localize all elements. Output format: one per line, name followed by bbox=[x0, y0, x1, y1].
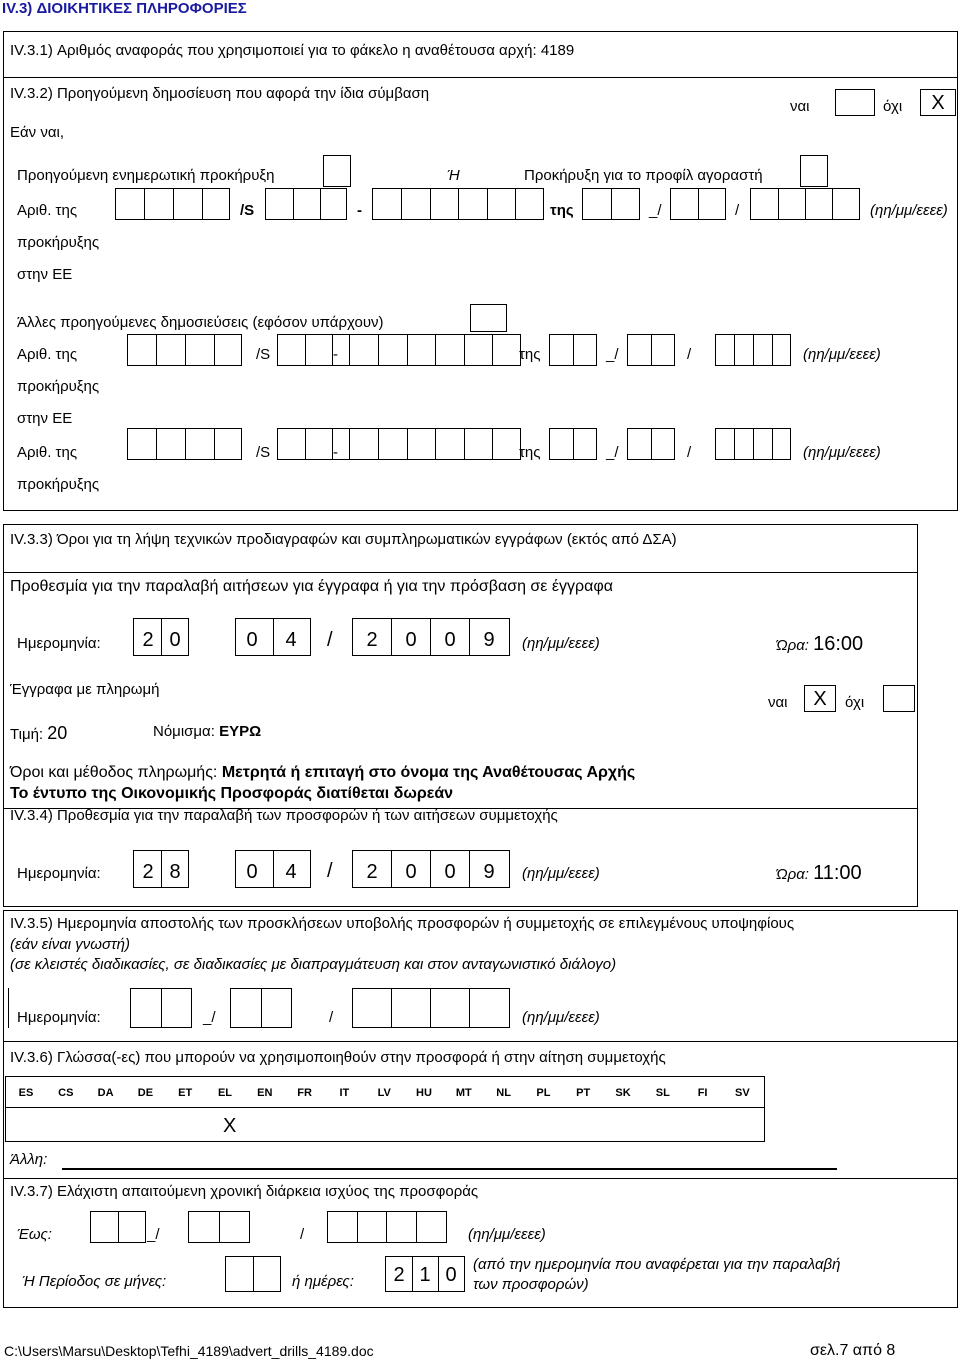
paid-no-label: όχι bbox=[845, 694, 865, 711]
language-option-cs[interactable]: CS bbox=[58, 1087, 74, 1099]
days-label: ή ημέρες: bbox=[292, 1273, 354, 1290]
iv31-value: 4189 bbox=[540, 42, 575, 59]
year-field[interactable] bbox=[715, 334, 791, 366]
notice-s-field[interactable] bbox=[265, 188, 347, 220]
digit: 0 bbox=[444, 861, 456, 883]
currency-value: ΕΥΡΩ bbox=[219, 723, 262, 740]
payment-label: Όροι και μέθοδος πληρωμής: bbox=[10, 764, 218, 781]
date-slash: / bbox=[327, 860, 333, 882]
slash-s: /S bbox=[256, 346, 271, 363]
language-option-et[interactable]: ET bbox=[178, 1087, 193, 1099]
month-field[interactable] bbox=[627, 334, 675, 366]
iv31-label: IV.3.1) Αριθμός αναφοράς που χρησιμοποιεί για το φάκελο η αναθέτουσα αρχή: bbox=[10, 42, 537, 59]
notice-number-field[interactable] bbox=[127, 428, 242, 460]
date-format: (ηη/μμ/εεεε) bbox=[522, 1009, 600, 1026]
iv37-label: IV.3.7) Ελάχιστη απαιτούμενη χρονική διάρκεια ισχύος της προσφοράς bbox=[10, 1183, 479, 1200]
day-field[interactable] bbox=[582, 188, 640, 220]
divider bbox=[3, 77, 958, 78]
currency-label: Νόμισμα: bbox=[153, 723, 215, 740]
notice-seq-field[interactable] bbox=[372, 188, 544, 220]
notice-label: προκήρυξης bbox=[17, 476, 100, 493]
digit: 0 bbox=[405, 861, 417, 883]
language-option-it[interactable]: IT bbox=[339, 1087, 350, 1099]
divider bbox=[8, 988, 9, 1028]
other-language-line[interactable] bbox=[62, 1168, 837, 1170]
divider bbox=[3, 1178, 958, 1179]
date-format: (ηη/μμ/εεεε) bbox=[803, 444, 881, 461]
of-label: της bbox=[519, 346, 541, 363]
paid-no-checkbox[interactable] bbox=[883, 685, 915, 712]
digit: 2 bbox=[142, 629, 154, 651]
iv32-yes-checkbox[interactable] bbox=[835, 89, 875, 116]
notice-s-field[interactable] bbox=[277, 428, 359, 460]
month-field[interactable] bbox=[670, 188, 726, 220]
iv35-label: IV.3.5) Ημερομηνία αποστολής των προσκλήσεων υποβολής προσφορών ή συμμετοχής σε επιλεγμένους υποψηφίους bbox=[10, 915, 795, 932]
date-format: (ηη/μμ/εεεε) bbox=[468, 1226, 546, 1243]
language-option-pt[interactable]: PT bbox=[576, 1087, 591, 1099]
digit: 0 bbox=[405, 629, 417, 651]
iv32-label: IV.3.2) Προηγούμενη δημοσίευση που αφορά την ίδια σύμβαση bbox=[10, 85, 430, 102]
date-slash: / bbox=[327, 629, 333, 651]
slash-s: /S bbox=[240, 202, 255, 219]
month-field[interactable] bbox=[627, 428, 675, 460]
of-label: της bbox=[519, 444, 541, 461]
date-format: (ηη/μμ/εεεε) bbox=[522, 635, 600, 652]
digit: 2 bbox=[393, 1264, 405, 1286]
iv36-label: IV.3.6) Γλώσσα(-ες) που μπορούν να χρησιμοποιηθούν στην προσφορά ή στην αίτηση συμμετοχής bbox=[10, 1049, 666, 1066]
digit: 0 bbox=[246, 629, 258, 651]
period-note-1: (από την ημερομηνία που αναφέρεται για την παραλαβή bbox=[473, 1256, 841, 1273]
date-sep: / bbox=[329, 1009, 334, 1026]
divider bbox=[3, 572, 918, 573]
digit: 2 bbox=[366, 629, 378, 651]
date-sep: _/ bbox=[606, 444, 619, 461]
digit: 8 bbox=[169, 861, 181, 883]
language-option-hu[interactable]: HU bbox=[416, 1087, 432, 1099]
date-sep: _/ bbox=[203, 1009, 216, 1026]
date-sep: / bbox=[687, 444, 692, 461]
language-option-el[interactable]: EL bbox=[217, 1087, 233, 1099]
iv33-deadline: Προθεσμία για την παραλαβή αιτήσεων για έγγραφα ή για την πρόσβαση σε έγγραφα bbox=[10, 578, 613, 595]
language-option-sv[interactable]: SV bbox=[735, 1087, 750, 1099]
iv37-day-field[interactable] bbox=[90, 1211, 146, 1243]
date-format: (ηη/μμ/εεεε) bbox=[803, 346, 881, 363]
buyer-profile-checkbox[interactable] bbox=[800, 155, 828, 187]
payment-value-2: Το έντυπο της Οικονομικής Προσφοράς διατίθεται δωρεάν bbox=[10, 785, 454, 802]
footer-page: σελ.7 από 8 bbox=[810, 1342, 896, 1359]
language-option-en[interactable]: EN bbox=[257, 1087, 273, 1099]
days-field[interactable] bbox=[385, 1256, 465, 1292]
digit: 0 bbox=[444, 629, 456, 651]
notice-label: προκήρυξης bbox=[17, 234, 100, 251]
notice-seq-field[interactable] bbox=[349, 428, 521, 460]
iv33-day-field[interactable] bbox=[133, 618, 189, 656]
notice-num-label: Αριθ. της bbox=[17, 346, 78, 363]
notice-num-label: Αριθ. της bbox=[17, 202, 78, 219]
until-label: Έως: bbox=[17, 1226, 52, 1243]
dash: - bbox=[333, 444, 338, 461]
iv31-row bbox=[10, 42, 574, 59]
notice-seq-field[interactable] bbox=[349, 334, 521, 366]
digit: 2 bbox=[366, 861, 378, 883]
digit: 0 bbox=[169, 629, 181, 651]
iv37-year-field[interactable] bbox=[327, 1211, 447, 1243]
year-field[interactable] bbox=[715, 428, 791, 460]
digit: 4 bbox=[285, 629, 297, 651]
date-sep: / bbox=[735, 202, 740, 219]
iv34-year-field[interactable] bbox=[352, 850, 510, 888]
time-label: Ώρα: bbox=[776, 866, 809, 883]
notice-number-field[interactable] bbox=[115, 188, 230, 220]
iv37-month-field[interactable] bbox=[188, 1211, 250, 1243]
language-option-de[interactable]: DE bbox=[137, 1087, 154, 1099]
year-field[interactable] bbox=[750, 188, 860, 220]
digit: 1 bbox=[419, 1264, 431, 1286]
date-sep: / bbox=[300, 1226, 305, 1243]
digit: 0 bbox=[246, 861, 258, 883]
iv34-date-label: Ημερομηνία: bbox=[17, 865, 101, 882]
iv35-date-label: Ημερομηνία: bbox=[17, 1009, 101, 1026]
in-eu-label: στην ΕΕ bbox=[17, 266, 73, 283]
digit: 2 bbox=[142, 861, 154, 883]
digit: 9 bbox=[483, 629, 495, 651]
iv33-date-label: Ημερομηνία: bbox=[17, 635, 101, 652]
language-selected-mark: X bbox=[223, 1115, 237, 1137]
date-sep: / bbox=[687, 346, 692, 363]
currency-row bbox=[153, 723, 261, 740]
footer-path: C:\Users\Marsu\Desktop\Tefhi_4189\advert_drills_4189.doc bbox=[4, 1343, 374, 1359]
prior-info-checkbox[interactable] bbox=[323, 155, 351, 187]
digit: 9 bbox=[483, 861, 495, 883]
digit: 4 bbox=[285, 861, 297, 883]
language-option-da[interactable]: DA bbox=[97, 1087, 114, 1099]
digit: 0 bbox=[445, 1264, 457, 1286]
prior-info-label: Προηγούμενη ενημερωτική προκήρυξη bbox=[17, 167, 275, 184]
other-pubs-label: Άλλες προηγούμενες δημοσιεύσεις (εφόσον υπάρχουν) bbox=[17, 314, 384, 331]
language-option-es[interactable]: ES bbox=[18, 1087, 34, 1099]
paid-yes-label: ναι bbox=[768, 694, 788, 711]
time-label: Ώρα: bbox=[776, 637, 809, 654]
other-language-label: Άλλη: bbox=[10, 1151, 48, 1168]
iv35-note1: (εάν είναι γνωστή) bbox=[10, 936, 130, 953]
day-field[interactable] bbox=[549, 428, 597, 460]
divider bbox=[3, 1041, 958, 1042]
language-option-lv[interactable]: LV bbox=[377, 1087, 391, 1099]
date-format: (ηη/μμ/εεεε) bbox=[870, 202, 948, 219]
paid-docs-label: Έγγραφα με πληρωμή bbox=[10, 681, 160, 698]
paid-yes-checkbox[interactable]: X bbox=[804, 685, 836, 712]
date-format: (ηη/μμ/εεεε) bbox=[522, 865, 600, 882]
iv35-note2: (σε κλειστές διαδικασίες, σε διαδικασίες με διαπραγμάτευση και στον ανταγωνιστικό διάλογο) bbox=[10, 956, 617, 973]
date-sep: _/ bbox=[147, 1226, 160, 1243]
period-note-2: των προσφορών) bbox=[473, 1276, 589, 1293]
languages-table bbox=[5, 1076, 765, 1142]
in-eu-label: στην ΕΕ bbox=[17, 410, 73, 427]
price-value: 20 bbox=[47, 723, 68, 743]
notice-num-label: Αριθ. της bbox=[17, 444, 78, 461]
iv33-month-field[interactable] bbox=[235, 618, 311, 656]
section-title: IV.3) ΔΙΟΙΚΗΤΙΚΕΣ ΠΛΗΡΟΦΟΡΙΕΣ bbox=[2, 0, 247, 17]
iv34-day-field[interactable] bbox=[133, 850, 189, 888]
payment-row bbox=[10, 764, 635, 782]
iv33-label: IV.3.3) Όροι για τη λήψη τεχνικών προδιαγραφών και συμπληρωματικών εγγράφων (εκτός από ΔΣΑ) bbox=[10, 531, 677, 548]
time-value: 11:00 bbox=[813, 862, 862, 884]
language-option-pl[interactable]: PL bbox=[536, 1087, 551, 1099]
language-option-sk[interactable]: SK bbox=[615, 1087, 631, 1099]
price-row bbox=[10, 723, 67, 744]
notice-label: προκήρυξης bbox=[17, 378, 100, 395]
notice-number-field[interactable] bbox=[127, 334, 242, 366]
iv33-time bbox=[776, 633, 863, 656]
dash: - bbox=[357, 202, 362, 219]
language-option-fi[interactable]: FI bbox=[697, 1087, 708, 1099]
iv35-year-field[interactable] bbox=[352, 988, 510, 1028]
iv32-no-checkbox[interactable]: X bbox=[920, 89, 956, 116]
of-label: της bbox=[550, 202, 574, 219]
iv32-no-label: όχι bbox=[883, 98, 903, 115]
iv32-yes-label: ναι bbox=[790, 98, 810, 115]
language-option-sl[interactable]: SL bbox=[655, 1087, 670, 1099]
language-option-mt[interactable]: MT bbox=[455, 1087, 472, 1099]
date-sep: _/ bbox=[649, 202, 662, 219]
dash: - bbox=[333, 346, 338, 363]
day-field[interactable] bbox=[549, 334, 597, 366]
language-option-nl[interactable]: NL bbox=[496, 1087, 511, 1099]
iv34-label: IV.3.4) Προθεσμία για την παραλαβή των προσφορών ή των αιτήσεων συμμετοχής bbox=[10, 807, 558, 824]
months-field[interactable] bbox=[225, 1256, 281, 1292]
iv35-month-field[interactable] bbox=[230, 988, 292, 1028]
other-pubs-checkbox[interactable] bbox=[470, 304, 507, 332]
notice-s-field[interactable] bbox=[277, 334, 359, 366]
iv35-day-field[interactable] bbox=[130, 988, 192, 1028]
or-label: Ή bbox=[447, 167, 460, 184]
iv34-time bbox=[776, 862, 862, 885]
slash-s: /S bbox=[256, 444, 271, 461]
iv33-year-field[interactable] bbox=[352, 618, 510, 656]
date-sep: _/ bbox=[606, 346, 619, 363]
buyer-profile-label: Προκήρυξη για το προφίλ αγοραστή bbox=[524, 167, 763, 184]
months-label: Ή Περίοδος σε μήνες: bbox=[22, 1273, 167, 1290]
iv34-month-field[interactable] bbox=[235, 850, 311, 888]
payment-value: Μετρητά ή επιταγή στο όνομα της Αναθέτουσας Αρχής bbox=[221, 764, 636, 781]
iv32-if-yes: Εάν ναι, bbox=[10, 124, 65, 141]
price-label: Τιμή: bbox=[10, 726, 44, 743]
time-value: 16:00 bbox=[813, 633, 864, 655]
language-option-fr[interactable]: FR bbox=[297, 1087, 312, 1099]
